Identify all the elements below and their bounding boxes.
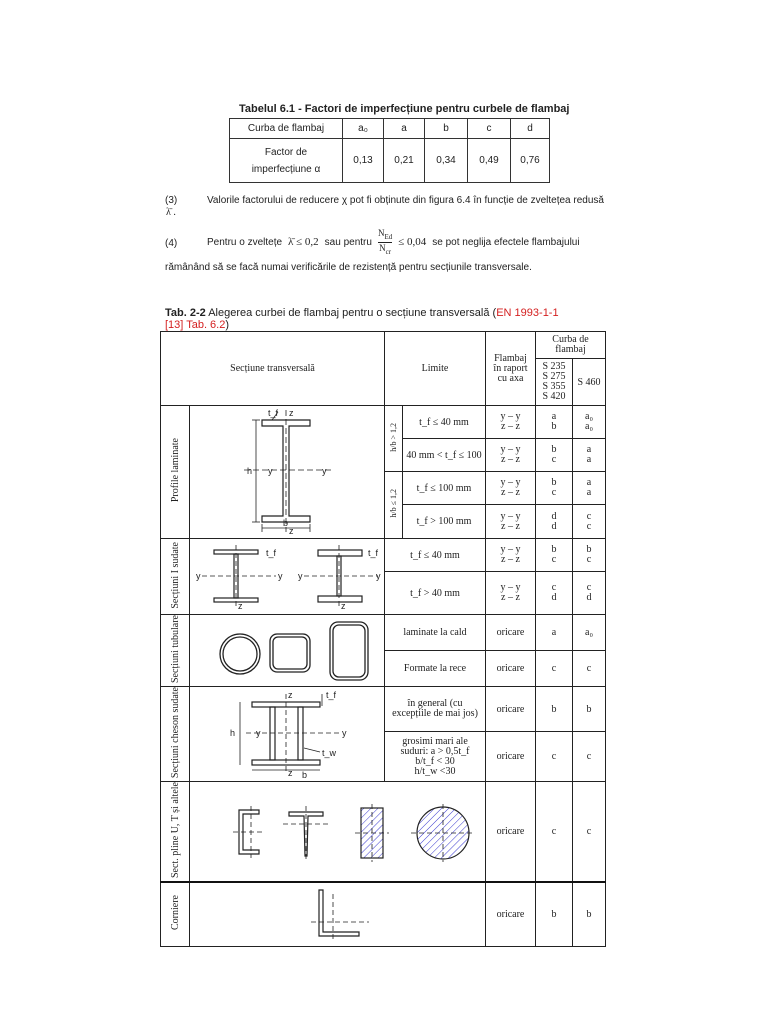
- limit: Formate la rece: [385, 651, 486, 687]
- fig-label-y: y: [278, 570, 283, 581]
- limit: t_f ≤ 100 mm: [403, 472, 486, 505]
- group-cheson: Secțiuni cheson sudate: [161, 687, 190, 782]
- curve-s235: c: [536, 651, 573, 687]
- header-limits: Limite: [385, 332, 486, 406]
- limit: t_f ≤ 40 mm: [403, 406, 486, 439]
- fig-label-b: b: [283, 518, 289, 528]
- curve-s235: a: [536, 615, 573, 651]
- fig-label-z: z: [289, 408, 294, 418]
- limit: t_f > 100 mm: [403, 505, 486, 539]
- group-laminate: Profile laminate: [161, 406, 190, 539]
- figure-angle: [190, 882, 486, 946]
- table61-factor: 0,13: [343, 139, 384, 183]
- curve-s460: a a: [573, 472, 606, 505]
- table61-curve: a₀: [343, 119, 384, 139]
- para4-text-a: Pentru o zveltețe: [207, 236, 283, 248]
- table61-title: Tabelul 6.1 - Factori de imperfecțiune pentru curbele de flambaj: [239, 103, 570, 115]
- fig-label-y: y: [376, 570, 381, 581]
- para4-frac-num: $N_{Ed}$: [377, 227, 393, 241]
- box-section-figure: [192, 690, 382, 778]
- axes: y – y z – z: [486, 472, 536, 505]
- para4-cond2: ≤ 0,04: [398, 236, 427, 248]
- fig-label-z: z: [289, 526, 294, 536]
- fig-label-y: y: [196, 570, 201, 581]
- axes: y – y z – z: [486, 406, 536, 439]
- table61-curve-label: Curba de flambaj: [230, 119, 343, 139]
- fig-label-tf: t_f: [326, 690, 337, 701]
- fig-label-y: y: [322, 466, 327, 476]
- curve-s235: c: [536, 731, 573, 781]
- para3-text: Valorile factorului de reducere χ pot fi obținute din figura 6.4 în funcție de zveltețea redusă: [207, 195, 604, 206]
- para4-line1: [207, 227, 580, 256]
- table22-title-text: Alegerea curbei de flambaj pentru o secțiune transversală (: [205, 307, 497, 319]
- rolled-i-section-figure: [192, 408, 382, 536]
- table22-title-close: ): [225, 319, 230, 331]
- table22-title-number: Tab. 2-2: [165, 307, 206, 319]
- table61-factor: 0,34: [425, 139, 468, 183]
- figure-box: [190, 687, 385, 782]
- axes: oricare: [486, 687, 536, 732]
- para3-lambda: λ̄ .: [166, 207, 176, 218]
- fig-label-y: y: [298, 570, 303, 581]
- table61: [229, 118, 550, 183]
- fig-label-b: b: [302, 770, 308, 779]
- table61-factor-label: [230, 139, 343, 183]
- fig-label-y: y: [268, 466, 273, 476]
- figure-solid: [190, 782, 486, 883]
- fig-label-z: z: [288, 768, 293, 779]
- solid-sections-figure: [193, 802, 483, 862]
- fig-label-z: z: [288, 690, 293, 701]
- axes: y – y z – z: [486, 505, 536, 539]
- fig-label-h: h: [247, 466, 253, 476]
- table61-curve: d: [511, 119, 550, 139]
- fig-label-y: y: [256, 728, 261, 739]
- tubular-sections-figure: [192, 618, 382, 684]
- limit: 40 mm < t_f ≤ 100: [403, 439, 486, 472]
- limit: t_f > 40 mm: [385, 572, 486, 615]
- axes: oricare: [486, 615, 536, 651]
- fig-label-tf: t_f: [268, 408, 279, 418]
- hb-lower: h/b ≤ 1,2: [385, 472, 403, 539]
- axes: oricare: [486, 731, 536, 781]
- table22: [160, 331, 606, 947]
- para4-number: (4): [165, 238, 178, 249]
- table61-factor: 0,76: [511, 139, 550, 183]
- curve-s460: c: [573, 731, 606, 781]
- curve-s235: d d: [536, 505, 573, 539]
- curve-s235: b c: [536, 439, 573, 472]
- group-sudate: Secțiuni I sudate: [161, 539, 190, 615]
- fig-label-y: y: [342, 728, 347, 739]
- para4-text-c: se pot neglija efectele flambajului: [432, 236, 580, 248]
- para4-fraction: [378, 228, 392, 257]
- curve-s235: c d: [536, 572, 573, 615]
- table61-curve: b: [425, 119, 468, 139]
- header-section: Secțiune transversală: [161, 332, 385, 406]
- figure-welded-i: [190, 539, 385, 615]
- curve-s460: c d: [573, 572, 606, 615]
- group-pline: Sect. pline U, T și altele: [161, 782, 190, 883]
- fig-label-h: h: [230, 728, 236, 739]
- angle-section-figure: [193, 886, 483, 942]
- curve-s460: a₀: [573, 615, 606, 651]
- fig-label-tf: t_f: [266, 547, 277, 558]
- curve-s235: b c: [536, 472, 573, 505]
- table22-title-ref1: EN 1993-1-1: [496, 307, 559, 319]
- curve-s235: b c: [536, 539, 573, 572]
- fig-label-tw: t_w: [322, 748, 337, 759]
- table22-title: [165, 307, 559, 331]
- curve-s460: c: [573, 651, 606, 687]
- header-flambaj: Flambaj în raport cu axa: [486, 332, 536, 406]
- axes: oricare: [486, 782, 536, 883]
- table61-curve: c: [468, 119, 511, 139]
- axes: y – y z – z: [486, 439, 536, 472]
- curve-s460: b: [573, 687, 606, 732]
- axes: y – y z – z: [486, 572, 536, 615]
- figure-rolled-i: [190, 406, 385, 539]
- limit: t_f ≤ 40 mm: [385, 539, 486, 572]
- limit: în general (cu excepțiile de mai jos): [385, 687, 486, 732]
- header-steel-grades: S 235 S 275 S 355 S 420: [536, 359, 573, 406]
- figure-tubular: [190, 615, 385, 687]
- para3-number: (3): [165, 195, 178, 206]
- hb-upper: h/b > 1,2: [385, 406, 403, 472]
- table61-factor-label-line2: imperfecțiune α: [251, 163, 321, 175]
- axes: oricare: [486, 882, 536, 946]
- axes: oricare: [486, 651, 536, 687]
- header-steel-s460: S 460: [573, 359, 606, 406]
- limit: grosimi mari ale suduri: a > 0,5t_f b/t_f < 30 h/t_w <30: [385, 731, 486, 781]
- fig-label-tf: t_f: [368, 547, 379, 558]
- curve-s235: c: [536, 782, 573, 883]
- curve-s235: b: [536, 882, 573, 946]
- curve-s235: b: [536, 687, 573, 732]
- table61-factor: 0,49: [468, 139, 511, 183]
- limit: laminate la cald: [385, 615, 486, 651]
- para4-frac-den: $N_{cr}$: [379, 242, 392, 256]
- table61-curve: a: [384, 119, 425, 139]
- curve-s460: a₀ a₀: [573, 406, 606, 439]
- table61-factor-label-line1: Factor de: [264, 146, 308, 158]
- axes: y – y z – z: [486, 539, 536, 572]
- para4-cond1: λ̄ ≤ 0,2: [288, 236, 319, 248]
- fig-label-z: z: [238, 600, 243, 609]
- group-corniere: Corniere: [161, 882, 190, 946]
- table22-title-ref2: [13] Tab. 6.2: [165, 319, 226, 331]
- curve-s460: a a: [573, 439, 606, 472]
- fig-label-z: z: [341, 600, 346, 609]
- header-curba: Curba de flambaj: [536, 332, 606, 359]
- curve-s460: b c: [573, 539, 606, 572]
- curve-s460: b: [573, 882, 606, 946]
- table61-factor: 0,21: [384, 139, 425, 183]
- welded-i-section-figure: [192, 545, 382, 609]
- para4-text-b: sau pentru: [324, 236, 372, 248]
- curve-s460: c c: [573, 505, 606, 539]
- curve-s460: c: [573, 782, 606, 883]
- group-tubulare: Secțiuni tubulare: [161, 615, 190, 687]
- para4-line2: rămânând să se facă numai verificările de rezistență pentru secțiunile transversale.: [165, 262, 532, 273]
- curve-s235: a b: [536, 406, 573, 439]
